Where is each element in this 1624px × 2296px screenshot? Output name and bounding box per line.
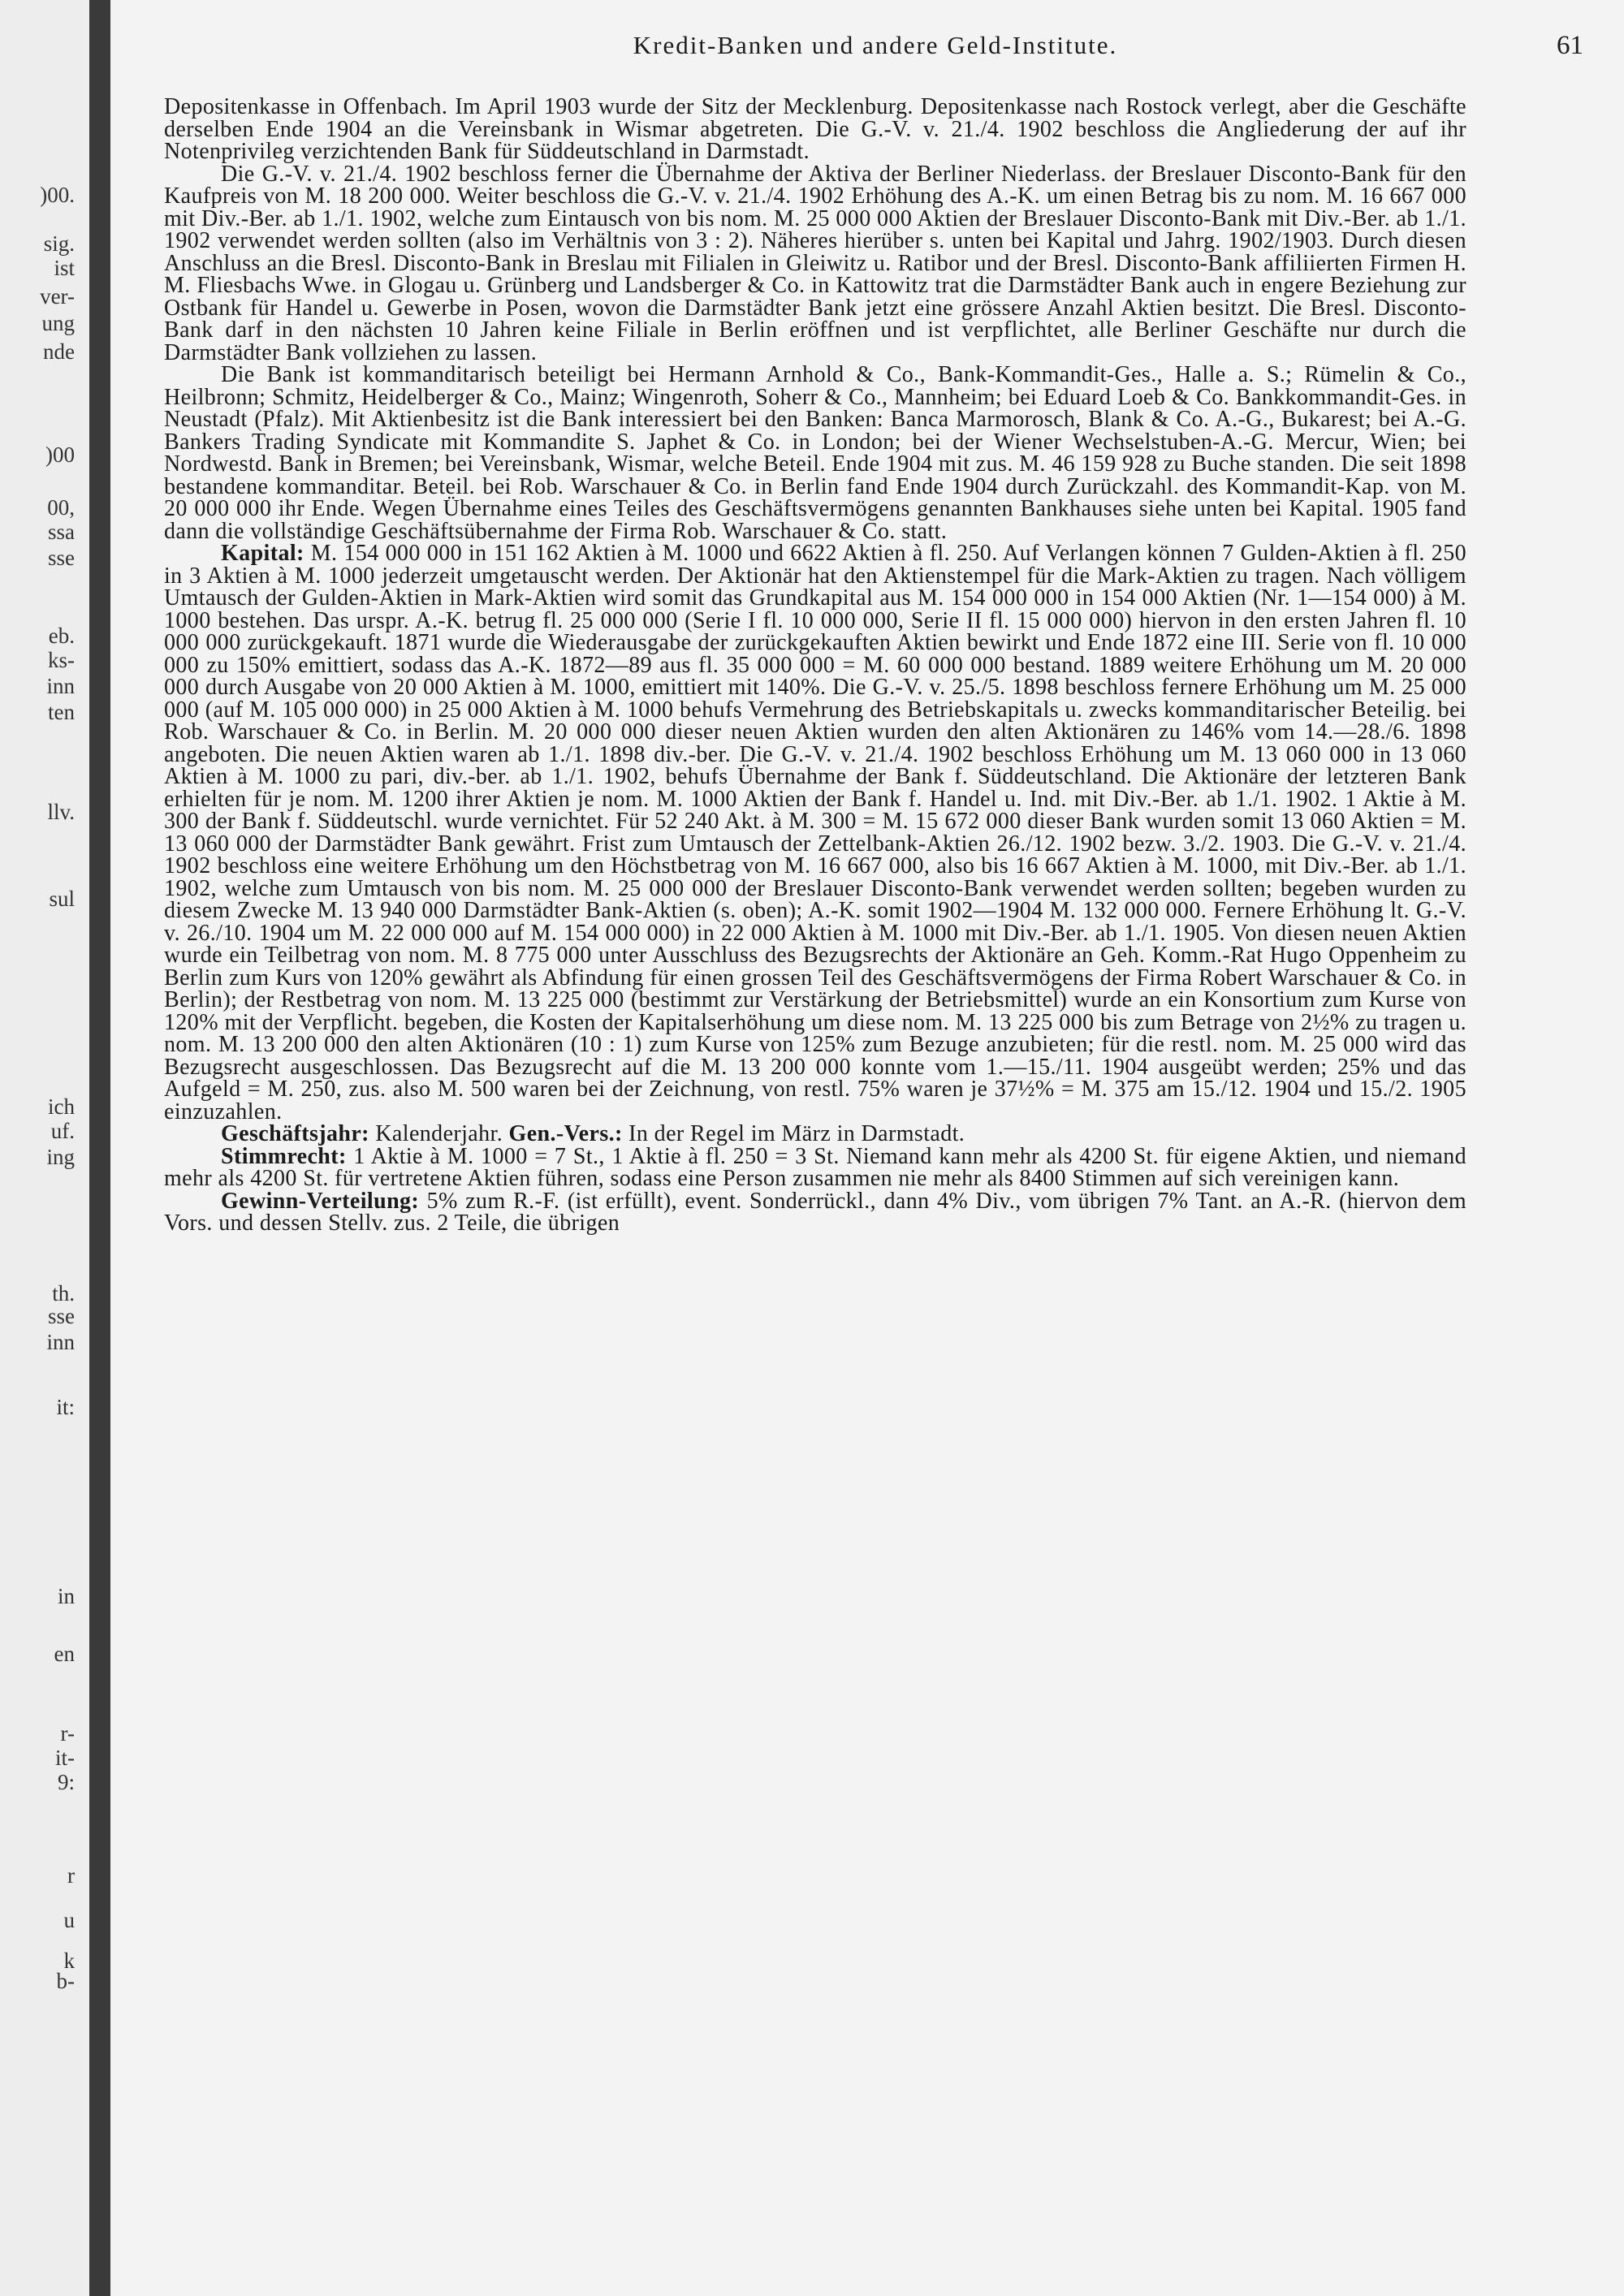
paragraph-text: Die G.-V. v. 21./4. 1902 beschloss ferner die Übernahme der Aktiva der Berliner Niederlass. der Breslauer Disconto-Bank für den Kaufpreis von M. 18 200 000. Weiter beschloss die G.-V. v. 21./4. 1902 Erhöhung des A.-K. um einen Betrag bis zu nom. M. 16 667 000 mit Div.-Ber. ab 1./1. 1902, welche zum Eintausch von bis nom. M. 25 000 000 Aktien der Breslauer Disconto-Bank mit Div.-Ber. ab 1./1. 1902 verwendet werden sollten (also im Verhältnis von 3 : 2). Näheres hierüber s. unten bei Kapital und Jahrg. 1902/1903. Durch diesen Anschluss an die Bresl. Disconto-Bank in Breslau mit Filialen in Gleiwitz u. Ratibor und der Bresl. Disconto-Bank affiliierten Firmen H. M. Fliesbachs Wwe. in Glogau u. Grünberg und Landsberger & Co. in Kattowitz trat die Darmstädter Bank auch in engere Beziehung zur Ostbank für Handel u. Gewerbe in Posen, wovon die Darmstädter Bank jetzt eine grössere Anzahl Aktien besitzt. Die Bresl. Disconto-Bank darf in den nächsten 10 Jahren keine Filiale in Berlin eröffnen und ist verpflichtet, alle Berliner Geschäfte nur durch die Darmstädter Bank vollziehen zu lassen. bbox=[164, 161, 1466, 365]
left-page-fragment-text: inn bbox=[46, 674, 75, 698]
left-page-fragment-text: 9: bbox=[57, 1770, 75, 1794]
section-label: Gen.-Vers.: bbox=[508, 1121, 623, 1146]
left-page-fragment-text: sse bbox=[48, 546, 75, 570]
section-label: Gewinn-Verteilung: bbox=[221, 1188, 420, 1214]
paragraph-text: M. 154 000 000 in 151 162 Aktien à M. 1000 und 6622 Aktien à fl. 250. Auf Verlangen können 7 Gulden-Aktien à fl. 250 in 3 Aktien à M. 1000 jederzeit umgetauscht werden. Der Aktionär hat den Aktienstempel für die Mark-Aktien zu tragen. Nach völligem Umtausch der Gulden-Aktien in Mark-Aktien wird somit das Grundkapital aus M. 154 000 000 in 154 000 Aktien (Nr. 1—154 000) à M. 1000 bestehen. Das urspr. A.-K. betrug fl. 25 000 000 (Serie I fl. 10 000 000, Serie II fl. 15 000 000) hiervon in den ersten Jahren fl. 10 000 000 zurückgekauft. 1871 wurde die Wiederausgabe der zurückgekauften Aktien bewirkt und Ende 1872 eine III. Serie von fl. 10 000 000 zu 150% emittiert, sodass das A.-K. 1872—89 aus fl. 35 000 000 = M. 60 000 000 bestand. 1889 weitere Erhöhung um M. 20 000 000 durch Ausgabe von 20 000 Aktien à M. 1000, emittiert mit 140%. Die G.-V. v. 25./5. 1898 beschloss fernere Erhöhung um M. 25 000 000 (auf M. 105 000 000) in 25 000 Aktien à M. 1000 behufs Vermehrung des Betriebskapitals u. zwecks kommanditarischer Beteilig. bei Rob. Warschauer & Co. in Berlin. M. 20 000 000 dieser neuen Aktien wurden den alten Aktionären zu 146% vom 14.—28./6. 1898 angeboten. Die neuen Aktien waren ab 1./1. 1898 div.-ber. Die G.-V. v. 21./4. 1902 beschloss Erhöhung um M. 13 060 000 in 13 060 Aktien à M. 1000 zu pari, div.-ber. ab 1./1. 1902, behufs Übernahme der Bank f. Süddeutschland. Die Aktionäre der letzteren Bank erhielten für je nom. M. 1200 ihrer Aktien je nom. M. 1000 Aktien der Bank f. Handel u. Ind. mit Div.-Ber. ab 1./1. 1902. 1 Aktie à M. 300 der Bank f. Süddeutschl. wurde vernichtet. Für 52 240 Akt. à M. 300 = M. 15 672 000 dieser Bank wurden somit 13 060 Aktien = M. 13 060 000 der Darmstädter Bank gewährt. Frist zum Umtausch der Zettelbank-Aktien 26./12. 1902 bezw. 3./2. 1903. Die G.-V. v. 21./4. 1902 beschloss eine weitere Erhöhung um den Höchstbetrag von M. 16 667 000, also bis 16 667 Aktien à M. 1000, mit Div.-Ber. ab 1./1. 1902, welche zum Umtausch von bis nom. M. 25 000 000 der Breslauer Disconto-Bank verwendet werden sollten; begeben wurden zu diesem Zwecke M. 13 940 000 Darmstädter Bank-Aktien (s. oben); A.-K. somit 1902—1904 M. 132 000 000. Fernere Erhöhung lt. G.-V. v. 26./10. 1904 um M. 22 000 000 auf M. 154 000 000) in 22 000 Aktien à M. 1000 mit Div.-Ber. ab 1./1. 1905. Von diesen neuen Aktien wurde ein Teilbetrag von nom. M. 8 775 000 unter Ausschluss des Bezugsrechts der Aktionäre an Geh. Komm.-Rat Hugo Oppenheim zu Berlin zum Kurs von 120% gewährt als Abfindung für einen grossen Teil des Geschäftsvermögens der Firma Robert Warschauer & Co. in Berlin); der Restbetrag von nom. M. 13 225 000 (bestimmt zur Verstärkung der Betriebsmittel) wurde an ein Konsortium zum Kurse von 120% mit der Verpflicht. begeben, die Kosten der Kapitalserhöhung um diese nom. M. 13 225 000 bis zum Betrage von 2½% zu tragen u. nom. M. 13 200 000 den alten Aktionären (10 : 1) zum Kurse von 125% zum Bezuge anzubieten; für die restl. nom. M. 25 000 wird das Bezugsrecht ausgeschlossen. Das Bezugsrecht auf die M. 13 200 000 konnte vom 1.—15./11. 1904 ausgeübt werden; 25% und das Aufgeld = M. 250, zus. also M. 500 waren bei der Zeichnung, von restl. 75% waren je 37½% = M. 375 am 15./12. 1904 und 15./2. 1905 einzuzahlen. bbox=[164, 541, 1467, 1124]
document-page bbox=[110, 0, 1624, 2296]
left-page-fragment-text: ing bbox=[46, 1145, 75, 1169]
paragraph-text: 1 Aktie à M. 1000 = 7 St., 1 Aktie à fl. 250 = 3 St. Niemand kann mehr als 4200 St. für eigene Aktien, und niemand mehr als 4200 St. für vertretene Aktien führen, sodass eine Person zusammen nie mehr als 8400 Stimmen auf sich vereinigen kann. bbox=[164, 1143, 1466, 1191]
paragraph-text: Die Bank ist kommanditarisch beteiligt bei Hermann Arnhold & Co., Bank-Kommandit-Ges., Halle a. S.; Rümelin & Co., Heilbronn; Schmitz, Heidelberger & Co., Mainz; Wingenroth, Soherr & Co., Mannheim; bei Eduard Loeb & Co. Bankkommandit-Ges. in Neustadt (Pfalz). Mit Aktienbesitz ist die Bank interessiert bei den Banken: Banca Marmorosch, Blank & Co. A.-G., Bukarest; bei A.-G. Bankers Trading Syndicate mit Kommandite S. Japhet & Co. in London; bei der Wiener Wechselstuben-A.-G. Mercur, Wien; bei Nordwestd. Bank in Bremen; bei Vereinsbank, Wismar, welche Beteil. Ende 1904 mit zus. M. 46 159 928 zu Buche standen. Die seit 1898 bestandene kommanditar. Beteil. bei Rob. Warschauer & Co. in Berlin fand Ende 1904 durch Zurückzahl. des Kommandit-Kap. von M. 20 000 000 ihr Ende. Wegen Übernahme eines Teiles des Geschäftsvermögens genannten Bankhauses siehe unten bei Kapital. 1905 fand dann die vollständige Geschäftsübernahme der Firma Rob. Warschauer & Co. statt. bbox=[164, 362, 1466, 544]
paragraph-text: In der Regel im März in Darmstadt. bbox=[628, 1121, 965, 1146]
section-label: Geschäftsjahr: bbox=[221, 1121, 369, 1146]
left-page-fragment-text: it- bbox=[55, 1746, 75, 1770]
paragraph-beteiligungen bbox=[164, 364, 1466, 542]
left-page-fragment-text: b- bbox=[56, 1969, 75, 1993]
left-page-fragment-text: u bbox=[63, 1908, 75, 1932]
page-number: 61 bbox=[1557, 31, 1583, 60]
left-page-fragment-text: r bbox=[67, 1863, 75, 1888]
paragraph-gewinn-verteilung bbox=[164, 1190, 1466, 1235]
left-page-fragment-text: en bbox=[54, 1642, 75, 1666]
paragraph-offenbach bbox=[164, 96, 1466, 163]
paragraph-text: Kalenderjahr. bbox=[375, 1121, 503, 1146]
binding-shadow bbox=[89, 0, 110, 2296]
running-title: Kredit-Banken und andere Geld-Institute. bbox=[633, 31, 1118, 59]
left-page-fragment-text: sig. bbox=[43, 231, 75, 256]
left-page-fragment-text: in bbox=[57, 1584, 75, 1608]
page-header bbox=[167, 31, 1583, 63]
left-page-fragment-text: )00. bbox=[40, 183, 75, 207]
left-page-fragment-text: r- bbox=[60, 1721, 75, 1746]
body-text bbox=[164, 96, 1466, 1235]
left-page-fragment-text: eb. bbox=[48, 624, 75, 648]
left-page-fragment-text: ung bbox=[41, 311, 75, 335]
left-page-fragment-text: llv. bbox=[47, 800, 75, 824]
paragraph-stimmrecht bbox=[164, 1143, 1466, 1191]
paragraph-geschaeftsjahr bbox=[164, 1123, 1466, 1146]
paragraph-kapital bbox=[164, 542, 1466, 1123]
left-page-fragment-text: ssa bbox=[48, 520, 75, 544]
left-page-fragment-text: uf. bbox=[50, 1119, 75, 1143]
paragraph-breslau bbox=[164, 163, 1466, 365]
left-page-fragment-text: sul bbox=[49, 887, 75, 911]
left-page-fragment-text: ten bbox=[48, 700, 75, 724]
left-page-fragment-text: sse bbox=[48, 1304, 75, 1328]
section-label: Kapital: bbox=[221, 541, 304, 566]
paragraph-text: Depositenkasse in Offenbach. Im April 1903 wurde der Sitz der Mecklenburg. Depositenkasse nach Rostock verlegt, aber die Geschäfte derselben Ende 1904 an die Vereinsbank in Wismar abgetreten. Die G.-V. v. 21./4. 1902 beschloss die Angliederung der auf ihr Notenprivileg verzichtenden Bank für Süddeutschland in Darmstadt. bbox=[164, 94, 1466, 164]
left-page-fragment-text: ist bbox=[54, 256, 75, 280]
left-page-fragment-text: ver- bbox=[40, 284, 75, 309]
left-page-fragment-text: ich bbox=[48, 1094, 75, 1119]
left-page-fragment-text: inn bbox=[46, 1330, 75, 1354]
left-page-fragment bbox=[0, 0, 81, 2296]
left-page-fragment-text: nde bbox=[43, 339, 75, 364]
left-page-fragment-text: ks- bbox=[48, 648, 75, 672]
left-page-fragment-text: k bbox=[63, 1949, 75, 1973]
left-page-fragment-text: 00, bbox=[47, 495, 75, 520]
left-page-fragment-text: )00 bbox=[45, 442, 75, 467]
left-page-fragment-text: it: bbox=[56, 1395, 75, 1419]
paragraph-text: 5% zum R.-F. (ist erfüllt), event. Sonderrückl., dann 4% Div., vom übrigen 7% Tant. an A.-R. (hiervon dem Vors. und dessen Stellv. zus. 2 Teile, die übrigen bbox=[164, 1188, 1467, 1236]
left-page-fragment-text: th. bbox=[52, 1281, 75, 1306]
section-label: Stimmrecht: bbox=[221, 1143, 347, 1169]
